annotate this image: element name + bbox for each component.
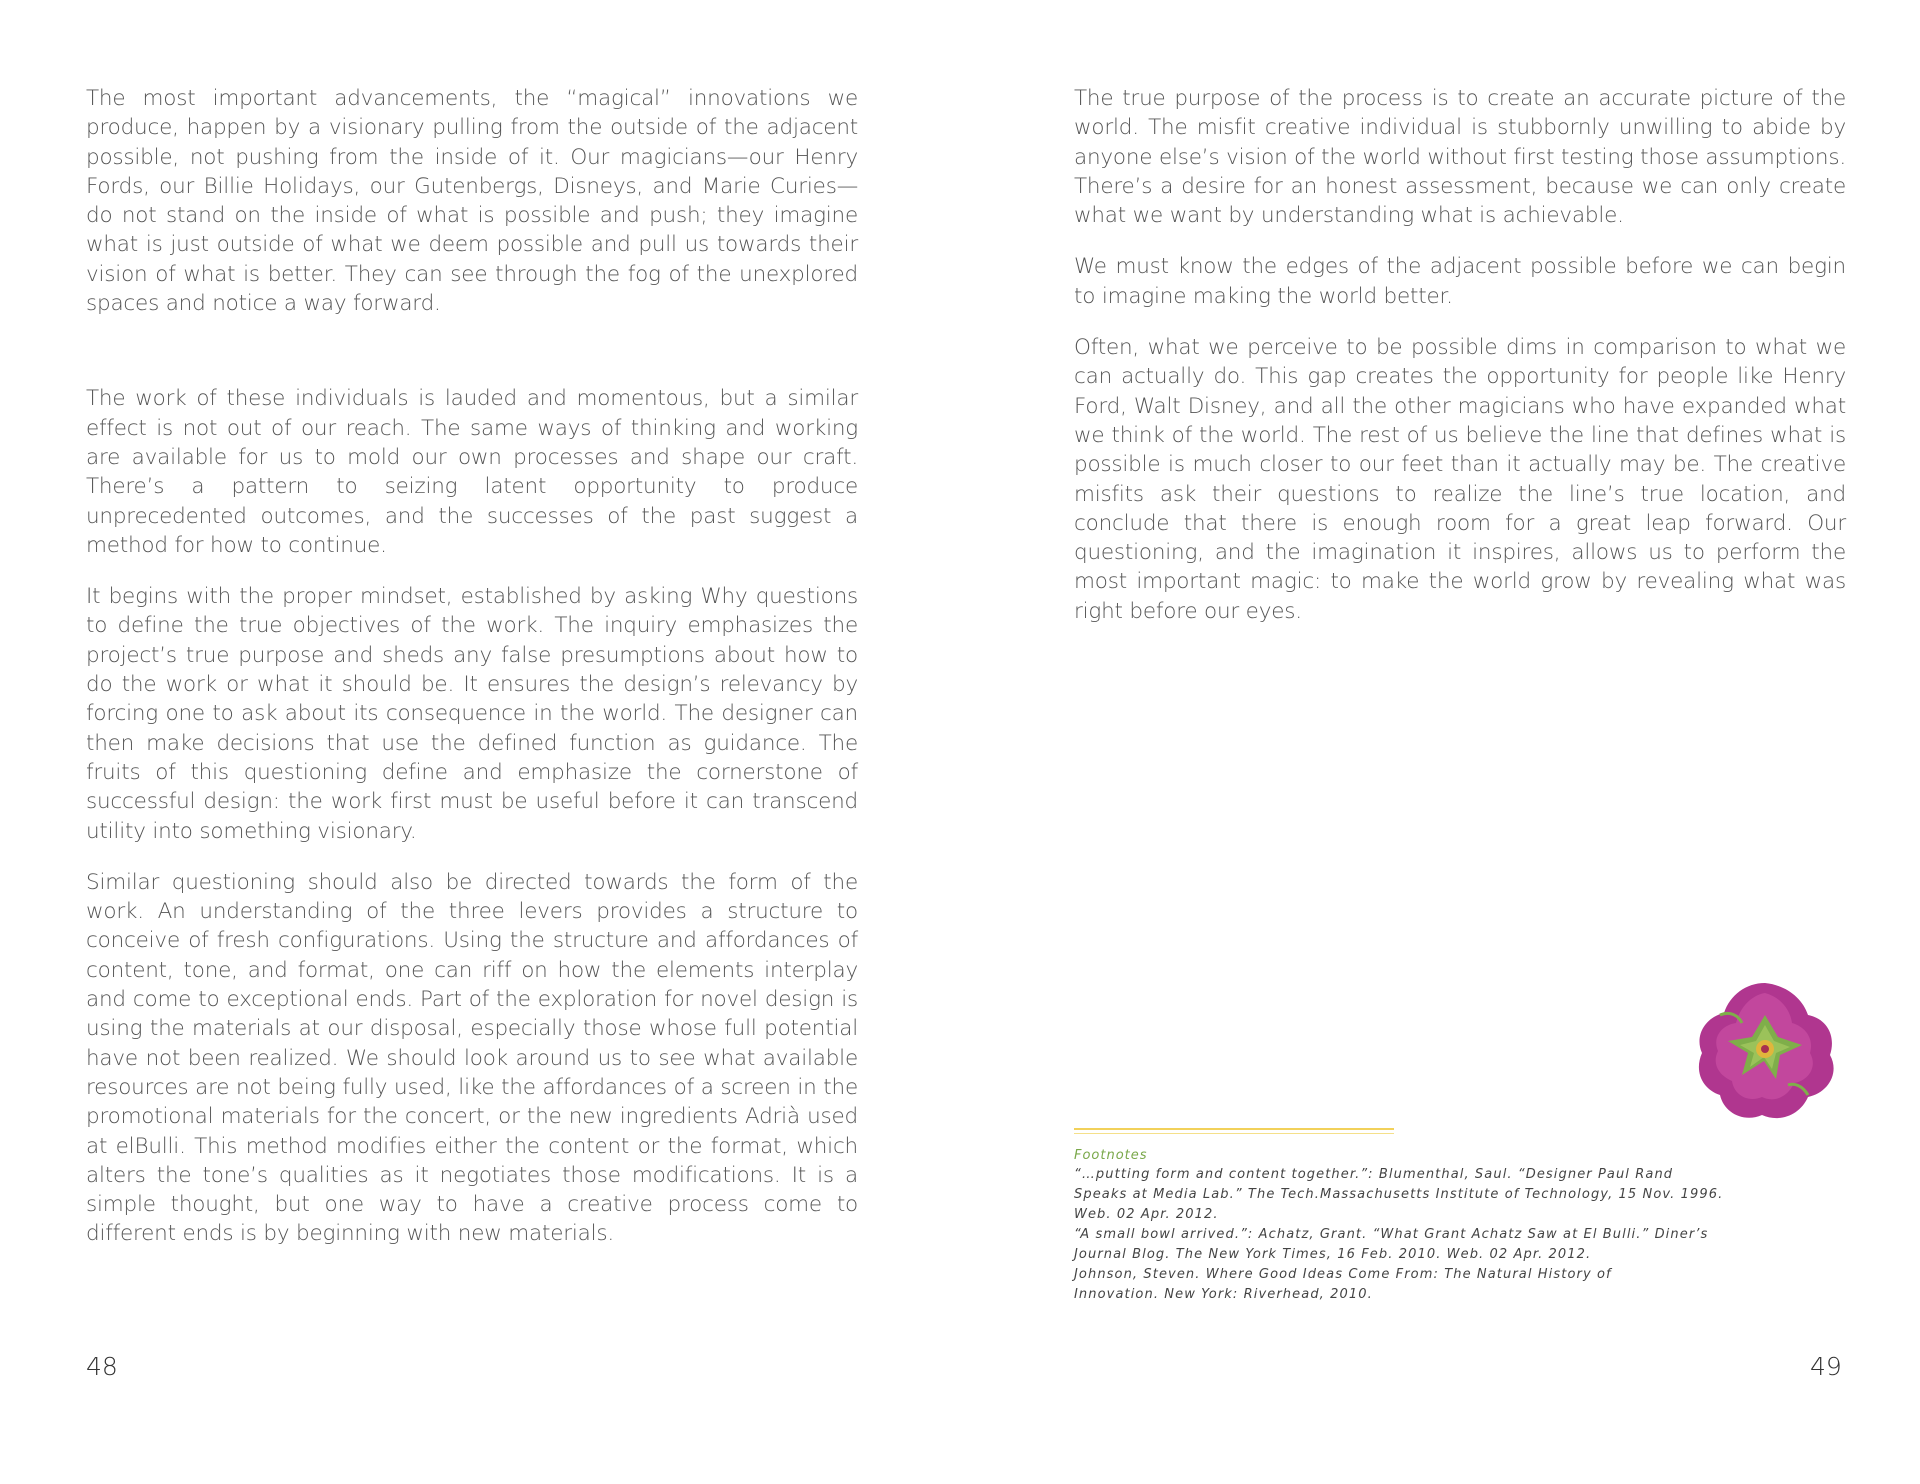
footnote-line: Johnson, Steven. Where Good Ideas Come From: The Natural History of — [1074, 1267, 1612, 1282]
right-paragraph-1: The true purpose of the process is to create an accurate picture of the world. The misfit creative individual is stubbornly unwilling to abide by anyone else’s vision of the world without first testing those assumptions. There’s a desire for an honest assessment, because we can only create what we want by understanding what is achievable. — [1074, 86, 1846, 229]
page-number-right: 49 — [1810, 1352, 1842, 1381]
left-paragraph-4: Similar questioning should also be directed towards the form of the work. An understanding of the three levers provides a structure to conceive of fresh configurations. Using the structure and affordances of content, tone, and format, one can riff on how the elements interplay and come to exceptional ends. Part of the exploration for novel design is using the materials at our disposal, especially those whose full potential have not been realized. We should look around us to see what available resources are not being fully used, like the affordances of a screen in the promotional materials for the concert, or the new ingredients Adrià used at elBulli. This method modifies either the content or the format, which alters the tone’s qualities as it negotiates those modifications. It is a simple thought, but one way to have a creative process come to different ends is by beginning with new materials. — [86, 869, 858, 1247]
right-text-column — [1074, 84, 1846, 648]
flower-icon — [1699, 983, 1834, 1118]
footnote-divider — [1074, 1128, 1394, 1134]
left-paragraph-1: The most important advancements, the “magical” innovations we produce, happen by a visionary pulling from the outside of the adjacent possible, not pushing from the inside of it. Our magicians—our Henry Fords, our Billie Holidays, our Gutenbergs, Disneys, and Marie Curies—do not stand on the inside of what is possible and push; they imagine what is just outside of what we deem possible and pull us towards their vision of what is better. They can see through the fog of the unexplored spaces and notice a way forward. — [86, 86, 858, 317]
footnote-line: Innovation. New York: Riverhead, 2010. — [1074, 1287, 1373, 1302]
footnote-line: Web. 02 Apr. 2012. — [1074, 1207, 1219, 1222]
footnote-line: “A small bowl arrived.”: Achatz, Grant. “What Grant Achatz Saw at El Bulli.” Diner’s — [1074, 1227, 1709, 1242]
left-paragraph-2: The work of these individuals is lauded and momentous, but a similar effect is not out of our reach. The same ways of thinking and working are available for us to mold our own processes and shape our craft. There’s a pattern to seizing latent opportunity to produce unprecedented outcomes, and the successes of the past suggest a method for how to continue. — [86, 386, 858, 558]
left-paragraph-3: It begins with the proper mindset, established by asking Why questions to define the true objectives of the work. The inquiry emphasizes the project’s true purpose and sheds any false presumptions about how to do the work or what it should be. It ensures the design’s relevancy by forcing one to ask about its consequence in the world. The designer can then make decisions that use the defined function as guidance. The fruits of this questioning define and emphasize the cornerstone of successful design: the work first must be useful before it can transcend utility into something visionary. — [86, 584, 858, 844]
right-page — [960, 0, 1920, 1484]
left-text-column — [86, 84, 858, 1271]
right-paragraph-3: Often, what we perceive to be possible dims in comparison to what we can actually do. This gap creates the opportunity for people like Henry Ford, Walt Disney, and all the other magicians who have expanded what we think of the world. The rest of us believe the line that defines what is possible is much closer to our feet than it actually may be. The creative misfits ask their questions to realize the line’s true location, and conclude that there is enough room for a great leap forward. Our questioning, and the imagination it inspires, allows us to perform the most important magic: to make the world grow by revealing what was right before our eyes. — [1074, 335, 1846, 624]
footnotes-block — [1074, 1128, 1794, 1305]
right-paragraph-2: We must know the edges of the adjacent possible before we can begin to imagine making the world better. — [1074, 254, 1846, 309]
footnote-line: “…putting form and content together.”: Blumenthal, Saul. “Designer Paul Rand — [1074, 1167, 1674, 1182]
footnote-line: Speaks at Media Lab.” The Tech.Massachusetts Institute of Technology, 15 Nov. 1996. — [1074, 1187, 1724, 1202]
page-number-left: 48 — [86, 1352, 118, 1381]
flower-illustration — [1690, 975, 1840, 1125]
footnote-line: Journal Blog. The New York Times, 16 Feb. 2010. Web. 02 Apr. 2012. — [1074, 1247, 1592, 1262]
footnotes-title: Footnotes — [1074, 1148, 1148, 1163]
